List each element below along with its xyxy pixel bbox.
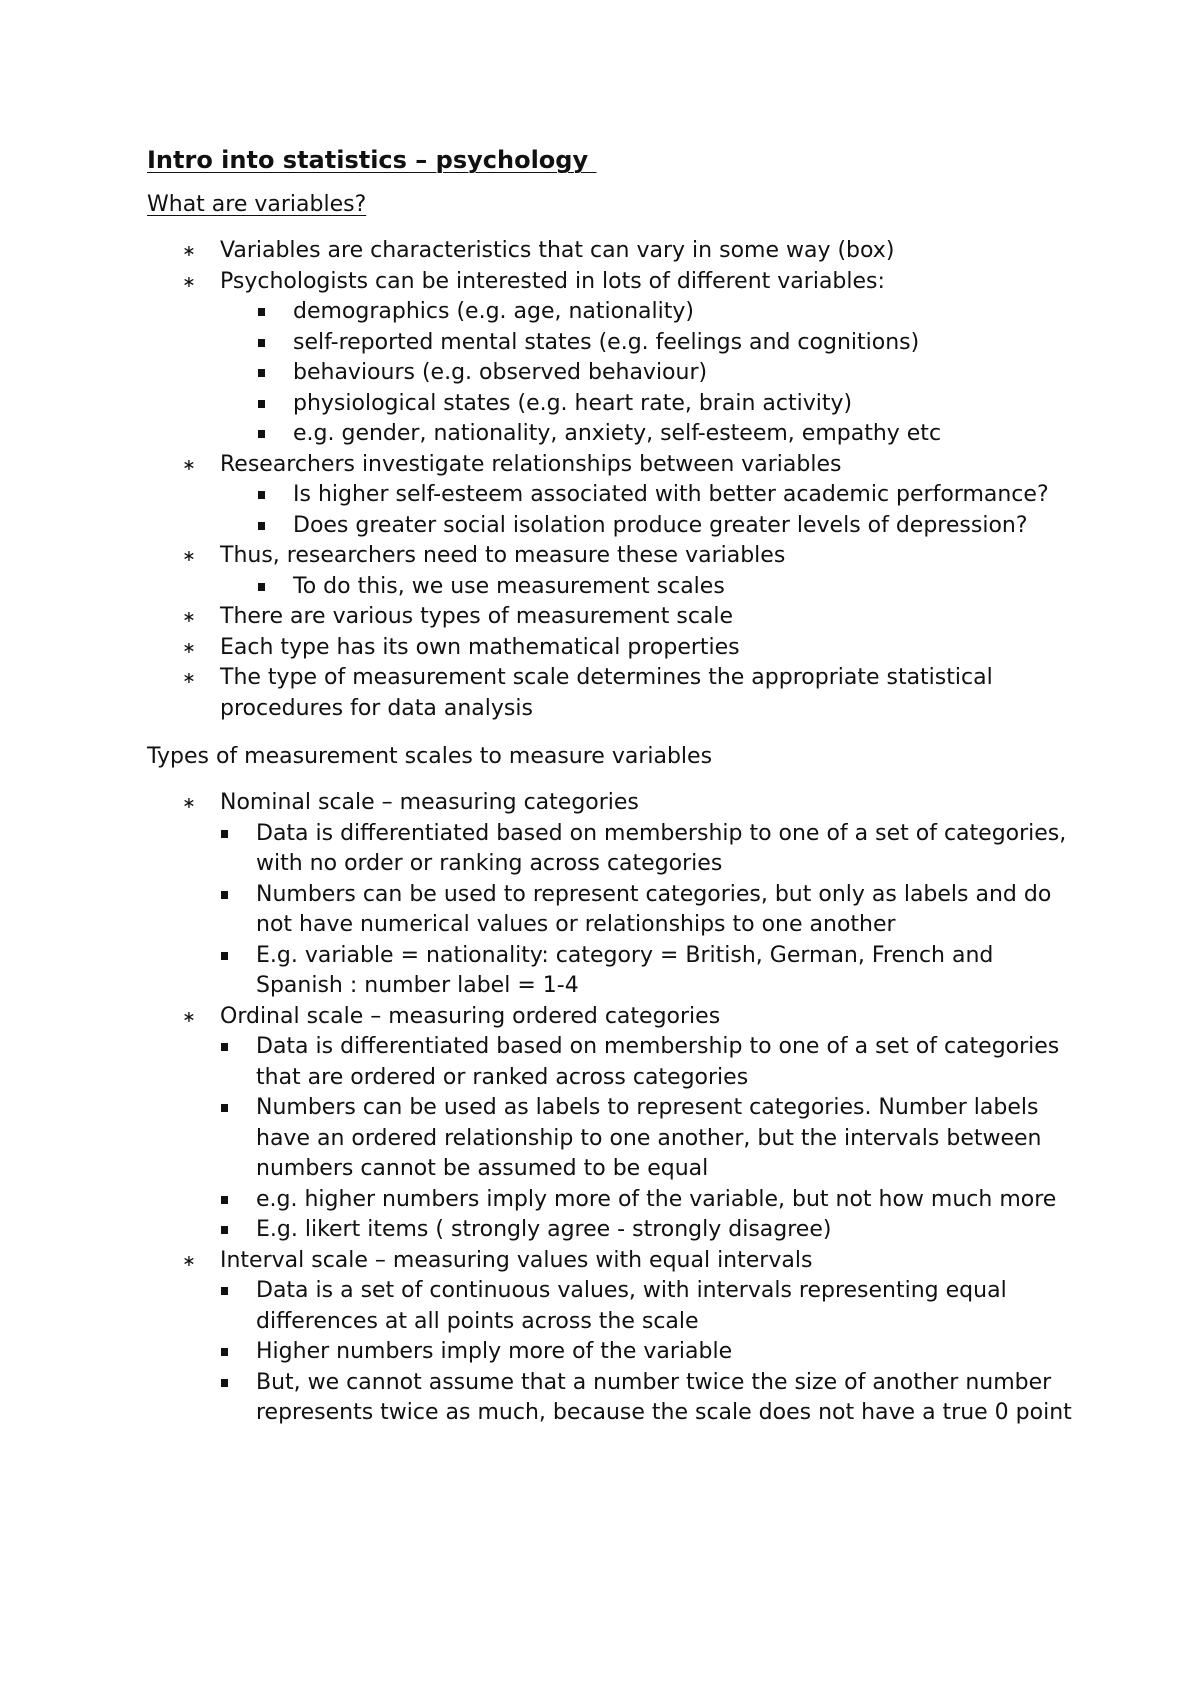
square-bullet-icon: [221, 1196, 228, 1204]
asterisk-bullet-icon: ∗: [182, 637, 196, 657]
sub-list: [220, 480, 1087, 541]
list-item: [147, 1002, 1087, 1246]
sub-list-item: [220, 880, 1087, 941]
sub-list-item: [220, 511, 1087, 542]
asterisk-bullet-icon: ∗: [182, 546, 196, 565]
sub-list-item-text: self-reported mental states (e.g. feelings and cognitions): [293, 329, 920, 355]
list-item-text: Ordinal scale – measuring ordered categories: [220, 1003, 721, 1029]
square-bullet-icon: [258, 339, 265, 347]
square-bullet-icon: [258, 369, 265, 377]
sub-list-item-text: demographics (e.g. age, nationality): [293, 299, 694, 324]
asterisk-bullet-icon: ∗: [182, 793, 196, 812]
list-item: [147, 602, 1087, 633]
sub-list-item-text: Is higher self-esteem associated with better academic performance?: [293, 482, 1049, 507]
sub-list-item-text: e.g. higher numbers imply more of the variable, but not how much more: [256, 1186, 1057, 1212]
list-item: [147, 788, 1087, 1002]
sub-list-item: [220, 1032, 1087, 1093]
list-item-text: Researchers investigate relationships between variables: [220, 451, 842, 477]
sub-list-item: [220, 819, 1087, 880]
square-bullet-icon: [221, 1226, 228, 1234]
asterisk-bullet-icon: ∗: [182, 241, 196, 260]
asterisk-bullet-icon: ∗: [182, 1250, 196, 1270]
sub-list-item: [220, 419, 1087, 450]
asterisk-bullet-icon: ∗: [182, 668, 196, 687]
sub-list-item: [220, 1368, 1087, 1429]
asterisk-bullet-icon: ∗: [182, 607, 196, 626]
square-bullet-icon: [258, 583, 265, 591]
sub-list: [220, 572, 1087, 603]
list-item-text: Psychologists can be interested in lots of different variables:: [220, 268, 885, 294]
sub-list-item-text: Data is differentiated based on membership to one of a set of categories that are ordered or ranked across categories: [256, 1034, 1060, 1090]
sub-list-item-text: Data is differentiated based on membership to one of a set of categories, with no order or ranking across categories: [256, 820, 1067, 876]
sub-list: [220, 297, 1087, 450]
sub-list: [220, 819, 1087, 1002]
sub-list-item-text: But, we cannot assume that a number twice the size of another number represents twice as much, because the scale does not have a true 0 point: [256, 1369, 1072, 1425]
list-item: [147, 236, 1087, 267]
square-bullet-icon: [258, 308, 265, 316]
asterisk-bullet-icon: ∗: [182, 1006, 196, 1026]
sub-list-item: [220, 1276, 1087, 1337]
list-item-text: There are various types of measurement scale: [220, 604, 734, 629]
sub-list-item: [220, 297, 1087, 328]
sub-list-item: [220, 572, 1087, 603]
list-item-text: The type of measurement scale determines the appropriate statistical procedures for data analysis: [220, 665, 993, 721]
sub-list-item: [220, 328, 1087, 359]
document-title: Intro into statistics – psychology: [147, 146, 597, 174]
sub-list-item: [220, 1185, 1087, 1216]
asterisk-bullet-icon: ∗: [182, 454, 196, 474]
sub-list-item: [220, 358, 1087, 389]
sub-list-item-text: physiological states (e.g. heart rate, brain activity): [293, 390, 853, 416]
square-bullet-icon: [258, 522, 265, 530]
document-page: [147, 144, 1087, 1429]
sub-list-item-text: behaviours (e.g. observed behaviour): [293, 360, 708, 385]
sub-list-item-text: Higher numbers imply more of the variable: [256, 1339, 733, 1364]
sub-list-item: [220, 1093, 1087, 1185]
sub-list-item-text: E.g. variable = nationality: category = British, German, French and Spanish : number label = 1-4: [256, 942, 994, 998]
sub-list-item-text: Numbers can be used to represent categories, but only as labels and do not have numerical values or relationships to one another: [256, 881, 1052, 937]
list-item: [147, 541, 1087, 602]
list-item-text: Each type has its own mathematical properties: [220, 634, 740, 660]
asterisk-bullet-icon: ∗: [182, 271, 196, 291]
sub-list: [220, 1276, 1087, 1429]
list-item-text: Thus, researchers need to measure these variables: [220, 543, 786, 568]
sub-list-item: [220, 1215, 1087, 1246]
square-bullet-icon: [258, 430, 265, 438]
sub-list-item: [220, 1337, 1087, 1368]
variables-list: [147, 236, 1087, 724]
sub-list-item-text: e.g. gender, nationality, anxiety, self-esteem, empathy etc: [293, 421, 942, 446]
sub-list-item-text: Data is a set of continuous values, with intervals representing equal differences at all points across the scale: [256, 1278, 1007, 1334]
section-heading-measurement-scales: Types of measurement scales to measure variables: [147, 744, 713, 769]
list-item: [147, 1246, 1087, 1429]
square-bullet-icon: [221, 891, 228, 899]
sub-list-item: [220, 941, 1087, 1002]
square-bullet-icon: [221, 1287, 228, 1295]
sub-list-item-text: Numbers can be used as labels to represent categories. Number labels have an ordered relationship to one another, but the intervals between numbers cannot be assumed to be equal: [256, 1095, 1042, 1181]
list-item-text: Nominal scale – measuring categories: [220, 790, 639, 815]
measurement-scales-list: [147, 788, 1087, 1429]
list-item: [147, 663, 1087, 724]
square-bullet-icon: [258, 491, 265, 499]
list-item-text: Variables are characteristics that can vary in some way (box): [220, 238, 895, 263]
square-bullet-icon: [221, 952, 228, 960]
list-item: [147, 450, 1087, 542]
square-bullet-icon: [221, 830, 228, 838]
sub-list: [220, 1032, 1087, 1246]
list-item: [147, 633, 1087, 664]
sub-list-item-text: E.g. likert items ( strongly agree - strongly disagree): [256, 1217, 832, 1242]
list-item: [147, 267, 1087, 450]
sub-list-item: [220, 480, 1087, 511]
square-bullet-icon: [221, 1379, 228, 1387]
square-bullet-icon: [221, 1348, 228, 1356]
section-heading-variables: What are variables?: [147, 192, 367, 217]
square-bullet-icon: [221, 1104, 228, 1112]
sub-list-item-text: Does greater social isolation produce greater levels of depression?: [293, 512, 1028, 538]
sub-list-item: [220, 389, 1087, 420]
list-item-text: Interval scale – measuring values with equal intervals: [220, 1247, 813, 1273]
sub-list-item-text: To do this, we use measurement scales: [293, 573, 725, 599]
square-bullet-icon: [258, 400, 265, 408]
square-bullet-icon: [221, 1043, 228, 1051]
